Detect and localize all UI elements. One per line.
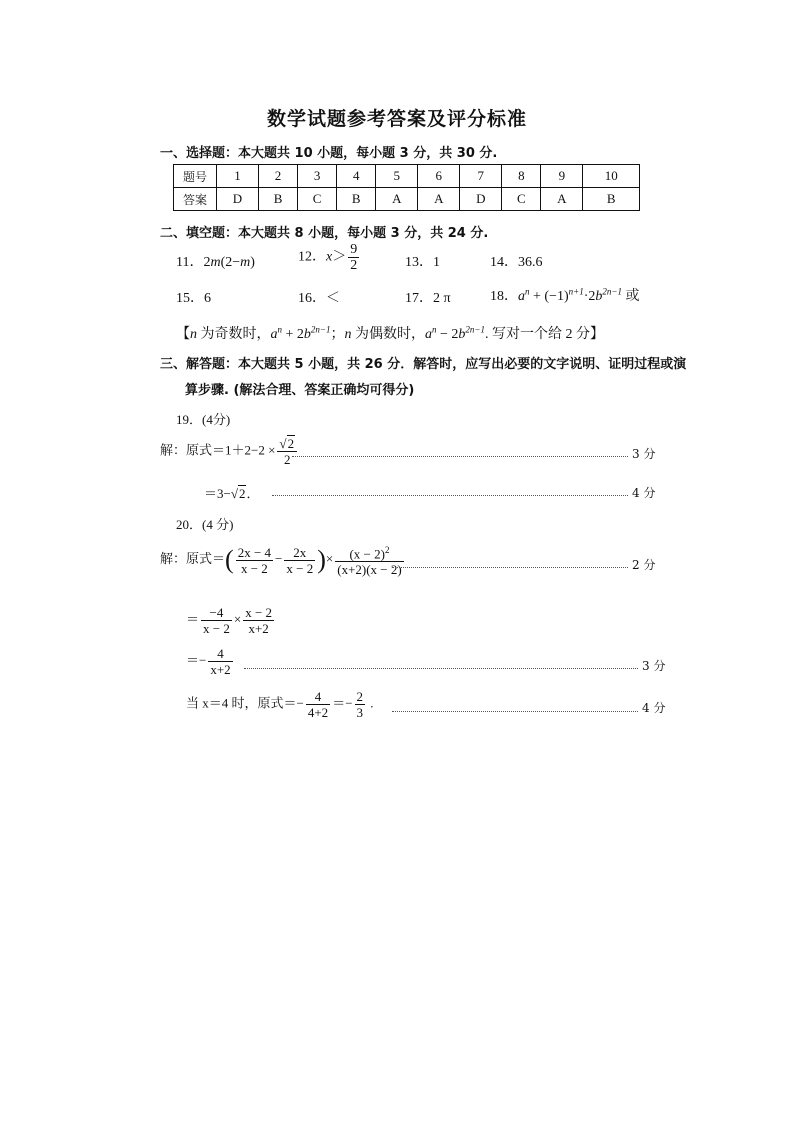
fraction: $\frac{4}{4+2}$ <box>307 689 329 720</box>
section-desc: 本大题共 8 小题，每小题 3 分，共 24 分. <box>238 226 489 241</box>
formula: $a^n$ <box>518 286 530 304</box>
page-title: 数学试题参考答案及评分标准 <box>266 108 527 130</box>
section-label: 二、填空题： <box>160 226 239 241</box>
dot-leader <box>244 668 638 669</box>
answer-13 <box>405 251 440 271</box>
row-header: 题号 <box>174 165 217 188</box>
answer-part: (2− <box>220 255 241 270</box>
q19-line1: 解：原式＝1＋2−2 × $\frac{√2}{2}$ <box>160 436 299 467</box>
score-mark: 4 分 <box>642 701 666 715</box>
answer-value: 36.6 <box>518 255 543 270</box>
table-cell: 9 <box>541 165 583 188</box>
dot-leader <box>392 567 628 568</box>
answer-14 <box>490 251 543 271</box>
row-header: 答案 <box>174 188 217 211</box>
fraction: $\frac{2x - 4}{x - 2}$ <box>237 544 272 576</box>
table-cell: 2 <box>259 165 298 188</box>
section-fill-heading <box>160 222 488 241</box>
question-number: 14． <box>490 255 518 270</box>
table-cell: A <box>418 188 460 211</box>
table-cell: 6 <box>418 165 460 188</box>
answer-15 <box>176 287 211 307</box>
question-number: 17． <box>405 291 433 306</box>
table-cell: 1 <box>217 165 259 188</box>
answer-part: ) <box>250 255 255 270</box>
answer-part: 2 <box>203 255 211 270</box>
section-label: 三、解答题： <box>160 357 239 372</box>
q20-label: 20．(4 分) <box>176 517 234 532</box>
q19-line2: ＝3−√2． <box>204 486 260 501</box>
fraction: $\frac{9}{2}$ <box>350 242 358 273</box>
fraction: $\frac{2x}{x - 2}$ <box>286 544 314 576</box>
answer-value: 6 <box>204 291 211 306</box>
dot-leader <box>292 456 628 457</box>
question-number: 13． <box>405 255 433 270</box>
fraction: $\frac{4}{x+2}$ <box>210 646 231 677</box>
scoring-note: 【n 为奇数时，$a^n + 2b^{2n-1}$；n 为偶数时，$a^n - 2b^{2n-1}$. 写对一个给 2 分】 <box>176 324 604 342</box>
dot-leader <box>272 495 628 496</box>
table-cell: 8 <box>502 165 541 188</box>
answer-part: m <box>240 255 251 270</box>
answer-17 <box>405 287 451 307</box>
q20-line1: 解：原式＝( $\frac{2x - 4}{x - 2}$ − $\frac{2x}{x - 2}$ )× $\frac{(x - 2)^2}{(x+2)(x - 2)}$ <box>160 544 402 578</box>
fraction: $\frac{x - 2}{x+2}$ <box>245 605 273 636</box>
section-desc: 本大题共 5 小题，共 26 分．解答时，应写出必要的文字说明、证明过程或演 <box>238 357 687 372</box>
score-mark: 4 分 <box>632 486 656 500</box>
answer-11 <box>176 251 255 271</box>
q20-line2: ＝ $\frac{-4}{x - 2}$ × $\frac{x - 2}{x+2}$ <box>186 605 273 636</box>
table-cell: 4 <box>337 165 376 188</box>
fraction: $\frac{√2}{2}$ <box>277 436 297 467</box>
question-number: 16． <box>298 291 326 306</box>
score-mark: 3 分 <box>642 659 666 673</box>
question-number: 18． <box>490 289 518 304</box>
table-cell: 3 <box>298 165 337 188</box>
table-cell: A <box>376 188 418 211</box>
answer-value: 1 <box>433 255 440 270</box>
answer-18: 18．$a^n + (-1)^{n+1}\cdot 2b^{2n-1}$ 或 <box>490 286 640 304</box>
question-number: 12． <box>298 249 326 265</box>
table-cell: B <box>337 188 376 211</box>
table-cell: B <box>583 188 640 211</box>
q20-line4: 当 x＝4 时，原式＝− $\frac{4}{4+2}$ ＝− $\frac{2}{3}$ . <box>186 689 374 720</box>
answer-16 <box>298 287 340 307</box>
answer-part: m <box>210 255 221 270</box>
score-mark: 3 分 <box>632 447 656 461</box>
table-row <box>174 188 640 211</box>
table-cell: D <box>217 188 259 211</box>
section-desc-cont: 算步骤. (解法合理、答案正确均可得分) <box>185 383 415 398</box>
answer-table <box>173 164 640 211</box>
table-cell: A <box>541 188 583 211</box>
fraction: $\frac{2}{3}$ <box>356 689 364 720</box>
question-number: 15． <box>176 291 204 306</box>
answer-part: ＞ <box>332 249 347 265</box>
q19-label: 19．(4分) <box>176 412 231 427</box>
dot-leader <box>392 711 638 712</box>
answer-part: x <box>326 249 333 265</box>
section-label: 一、选择题： <box>160 146 239 161</box>
section-choice-heading <box>160 142 497 161</box>
fraction: $\frac{-4}{x - 2}$ <box>203 605 230 636</box>
section-desc: 本大题共 10 小题，每小题 3 分，共 30 分. <box>238 146 498 161</box>
answer-12 <box>298 242 361 273</box>
answer-value: ＜ <box>326 291 340 306</box>
answer-value: 2 π <box>433 291 451 306</box>
table-cell: 10 <box>583 165 640 188</box>
score-mark: 2 分 <box>632 558 656 572</box>
table-row <box>174 165 640 188</box>
table-cell: 5 <box>376 165 418 188</box>
table-cell: B <box>259 188 298 211</box>
question-number: 11． <box>176 255 204 270</box>
table-cell: C <box>502 188 541 211</box>
table-cell: 7 <box>460 165 502 188</box>
q20-line3: ＝− $\frac{4}{x+2}$ <box>186 646 231 677</box>
fraction: $\frac{(x - 2)^2}{(x+2)(x - 2)}$ <box>337 545 402 578</box>
answer-part: 或 <box>625 289 640 304</box>
table-cell: C <box>298 188 337 211</box>
section-solve-heading <box>160 353 686 372</box>
table-cell: D <box>460 188 502 211</box>
